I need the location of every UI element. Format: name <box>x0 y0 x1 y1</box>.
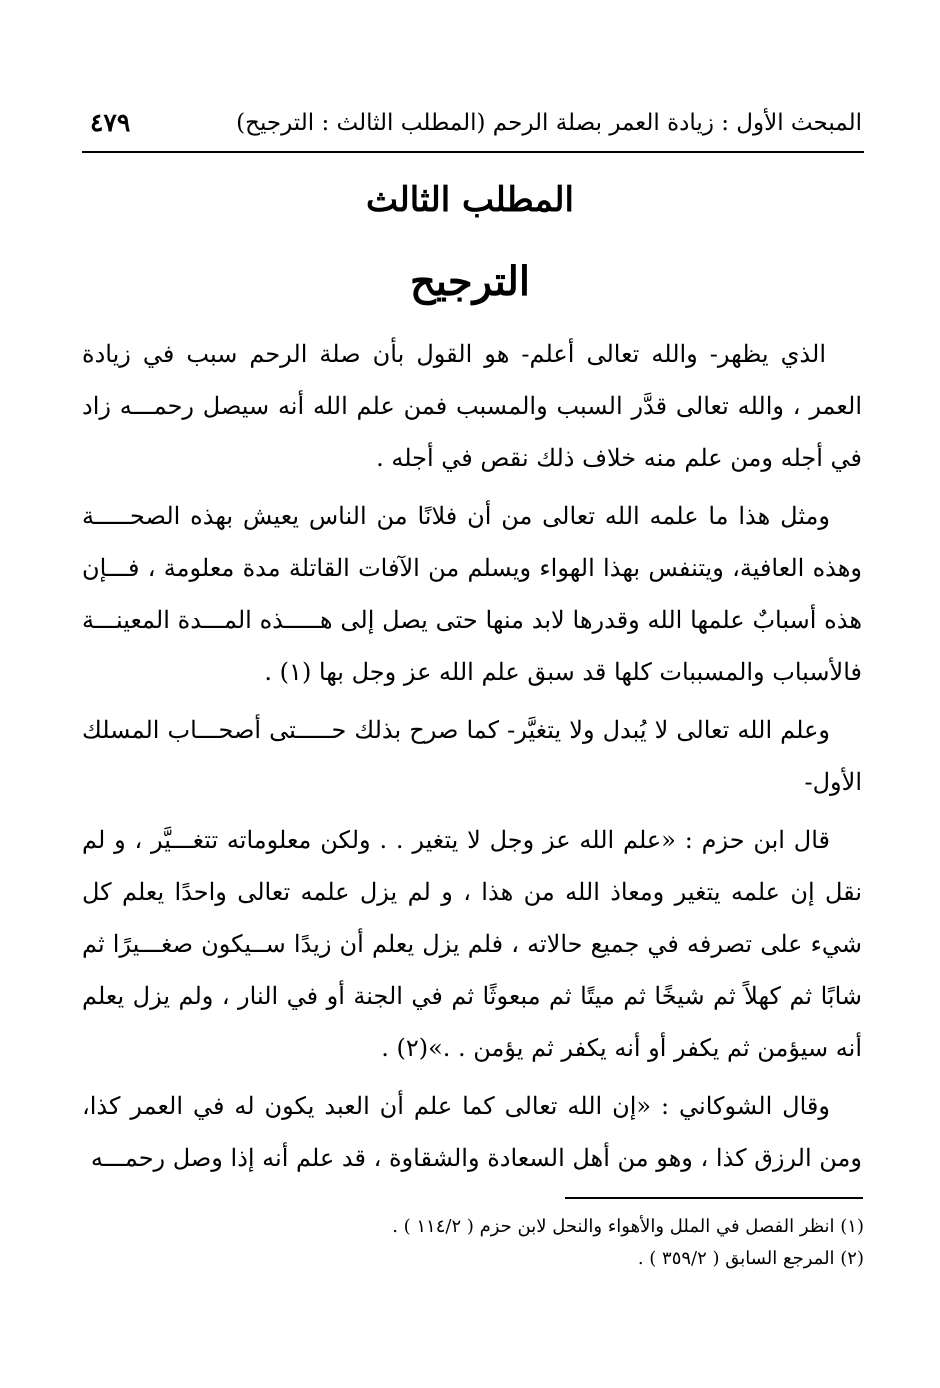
section-subheading: المطلب الثالث <box>365 180 574 220</box>
footnote: (١) انظر الفصل في الملل والأهواء والنحل لابن حزم ( ١١٤/٢ ) . <box>392 1216 864 1237</box>
paragraph: ومثل هذا ما علمه الله تعالى من أن فلانًا من الناس يعيش بهذه الصحـــــة وهذه العافية، ويتنفس بهذا الهواء ويسلم من الآفات القاتلة مدة معلومة ، فـــإن هذه أسبابٌ علمها الله وقدرها لابد منها حتى يصل إلى هـــــذه المـــدة المعينـــة فالأسباب والمسببات كلها قد سبق علم الله عز وجل بها (١) . <box>82 502 862 686</box>
body-text <box>82 328 862 1190</box>
paragraph: الذي يظهر- والله تعالى أعلم- هو القول بأن صلة الرحم سبب في زيادة العمر ، والله تعالى قدَّر السبب والمسبب فمن علم الله أنه سيصل رحمـــه زاد في أجله ومن علم منه خلاف ذلك نقص في أجله . <box>82 340 862 472</box>
paragraph: وعلم الله تعالى لا يُبدل ولا يتغيَّر- كما صرح بذلك حـــــتى أصحـــاب المسلك الأول- <box>82 716 862 796</box>
section-heading: الترجيح <box>409 258 531 305</box>
footnote-divider <box>565 1197 863 1199</box>
running-header <box>82 102 862 150</box>
paragraph: قال ابن حزم : «علم الله عز وجل لا يتغير . . ولكن معلوماته تتغـــيَّر ، و لم نقل إن علمه يتغير ومعاذ الله من هذا ، و لم يزل علمه تعالى واحدًا يعلم كل شيء على تصرفه في جميع حالاته ، فلم يزل يعلم أن زيدًا ســيكون صغـــيرًا ثم شابًا ثم كهلاً ثم شيخًا ثم ميتًا ثم مبعوثًا ثم في الجنة أو في النار ، ولم يزل يعلم أنه سيؤمن ثم يكفر أو أنه يكفر ثم يؤمن . .»(٢) . <box>82 826 862 1062</box>
page-number: ٤٧٩ <box>90 108 131 137</box>
footnote: (٢) المرجع السابق ( ٣٥٩/٢ ) . <box>637 1248 864 1269</box>
paragraph: وقال الشوكاني : «إن الله تعالى كما علم أن العبد يكون له في العمر كذا، ومن الرزق كذا ، وهو من أهل السعادة والشقاوة ، قد علم أنه إذا وصل رحمـــه <box>82 1092 862 1172</box>
footnotes <box>82 1210 864 1276</box>
running-title: المبحث الأول : زيادة العمر بصلة الرحم (المطلب الثالث : الترجيح) <box>236 110 862 136</box>
header-divider <box>82 151 864 153</box>
